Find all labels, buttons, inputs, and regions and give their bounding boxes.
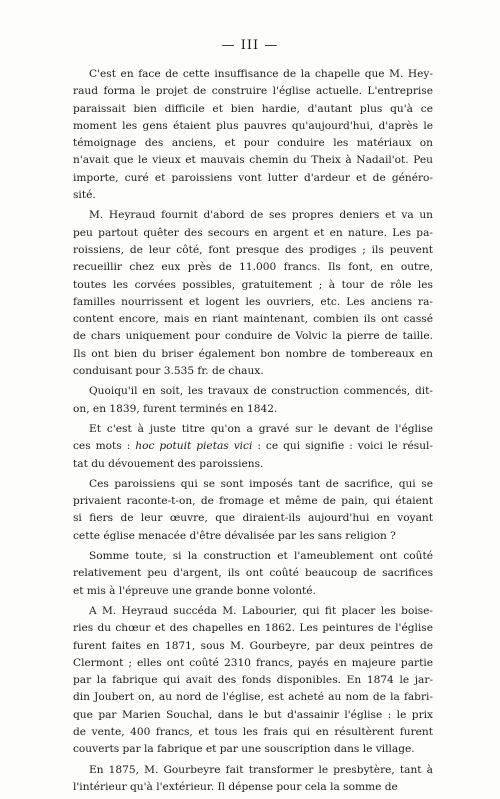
text-line: tat du dévouement des paroissiens.: [73, 457, 264, 470]
text-line: Ces paroissiens qui se sont imposés tant de sacrifice, qui se: [89, 477, 433, 490]
text-line: ries du chœur et des chapelles en 1862. Les peintures de l'église: [73, 622, 433, 635]
body-text: [73, 66, 433, 799]
paragraph: [73, 476, 433, 545]
text-line: relativement peu d'argent, ils ont coûté beaucoup de sacrifices: [73, 567, 433, 580]
text-line: de vente, 400 francs, et tous les frais qui en résultèrent furent: [73, 725, 433, 738]
text-line: Somme toute, si la construction et l'ameublement ont coûté: [89, 550, 433, 563]
text-line: furent faites en 1871, sous M. Gourbeyre, par deux peintres de: [73, 639, 433, 652]
text-line: toutes les corvées possibles, gratuitement ; à tour de rôle les: [73, 278, 433, 291]
text-line: moment les gens étaient plus pauvres qu'aujourd'hui, d'après le: [73, 119, 433, 132]
text-line: raud forma le projet de construire l'église actuelle. L'entreprise: [73, 85, 433, 98]
text-line: familles nourrissent et logent les ouvriers, etc. Les anciens ra-: [73, 295, 433, 308]
latin-inscription: hoc potuit pietas vici: [135, 440, 253, 453]
text-line: que par Marien Souchal, dans le but d'assainir l'église : le prix: [73, 708, 433, 721]
text-line: si fiers de leur œuvre, que diraient-ils aujourd'hui en voyant: [73, 512, 433, 525]
paragraph: [73, 548, 433, 600]
text-line: roissiens, de leur côté, font presque des prodiges ; ils peuvent: [73, 243, 433, 256]
text-line: paraissait bien difficile et bien hardie, d'autant plus qu'à ce: [73, 102, 433, 115]
text-line: M. Heyraud fournit d'abord de ses propres deniers et va un: [89, 209, 433, 222]
text-line: din Joubert on, au nord de l'église, est acheté au nom de la fabri-: [73, 691, 433, 704]
text-line: cette église menacée d'être dévalisée par les sans religion ?: [73, 529, 396, 542]
text-line: ces mots : hoc potuit pietas vici : ce qui signifie : voici le résul-: [73, 440, 433, 453]
text-line: témoignage des anciens, et pour conduire les matériaux on: [73, 137, 433, 150]
paragraph: [73, 66, 433, 204]
text-line: par la fabrique qui avait des fonds disponibles. En 1874 le jar-: [73, 674, 433, 687]
text-line: n'avait que le vieux et mauvais chemin du Theix à Nadail'ot. Peu: [73, 154, 433, 167]
text-line: l'intérieur qu'à l'extérieur. Il dépense pour cela la somme de: [73, 780, 398, 793]
paragraph: [73, 207, 433, 380]
text-line: peu partout quêter des secours en argent et en nature. Les pa-: [73, 226, 433, 239]
text-line: privaient raconte-t-on, de fromage et même de pain, qui étaient: [73, 495, 433, 508]
text-line: conduisant pour 3.535 fr. de chaux.: [73, 365, 264, 378]
text-line: sité.: [73, 189, 96, 202]
text-line: recueillir chez eux près de 11.000 francs. Ils font, en outre,: [73, 261, 433, 274]
text-line: Et c'est à juste titre qu'on a gravé sur le devant de l'église: [89, 422, 433, 435]
text-line: Quoiqu'il en soit, les travaux de construction commencés, dit-: [89, 385, 433, 398]
text-line: C'est en face de cette insuffisance de la chapelle que M. Hey-: [89, 68, 433, 80]
text-line: Ils ont bien du briser également bon nombre de tombereaux en: [73, 347, 433, 360]
text-line: de chars uniquement pour conduire de Volvic la pierre de taille.: [73, 330, 433, 343]
text-line: importe, curé et paroissiens vont lutter d'ardeur et de généro-: [73, 171, 433, 184]
text-line: et mis à l'épreuve une grande bonne volonté.: [73, 584, 316, 597]
paragraph: [73, 603, 433, 759]
paragraph: [73, 421, 433, 473]
text-line: content encore, mais en riant maintenant, combien ils ont cassé: [73, 313, 433, 326]
paragraph: [73, 383, 433, 418]
text-line: Clermont ; elles ont coûté 2310 francs, payés en majeure partie: [73, 656, 433, 669]
text-line: on, en 1839, furent terminés en 1842.: [73, 402, 278, 415]
page-number: — III —: [221, 38, 279, 53]
text-line: En 1875, M. Gourbeyre fait transformer le presbytère, tant à: [89, 763, 433, 776]
paragraph: [73, 762, 433, 797]
text-line: couverts par la fabrique et par une souscription dans le village.: [73, 743, 415, 756]
text-line: A M. Heyraud succéda M. Labourier, qui fit placer les boise-: [89, 604, 433, 617]
